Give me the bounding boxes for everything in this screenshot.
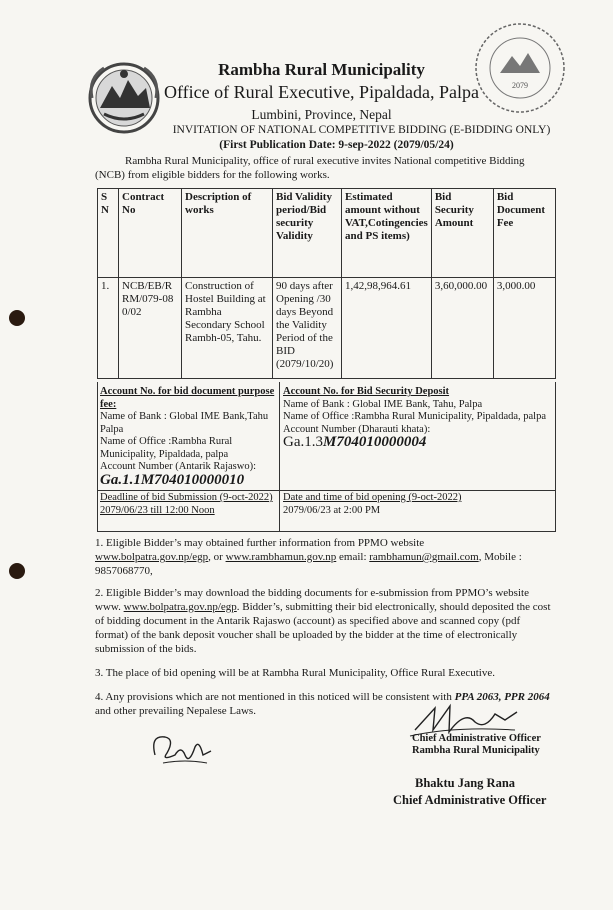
column-header: Description of works (182, 189, 273, 278)
account-label: Account Number (Dharauti khata): (283, 423, 431, 435)
signatory-block (412, 733, 541, 757)
municipality-link[interactable]: www.rambhamun.gov.np (225, 551, 337, 563)
publication-date: (First Publication Date: 9-sep-2022 (2079/05/24) (219, 139, 454, 151)
cell-contract-no: NCB/EB/RRM/079-080/02 (119, 278, 182, 379)
note-2 (95, 586, 555, 656)
account-heading: Account No. for bid document purpose fee: (100, 386, 275, 410)
divider (97, 490, 556, 491)
account-number: Ga.1.1M704010000010 (100, 471, 245, 488)
punch-hole (9, 310, 25, 326)
signatory-title: Chief Administrative Officer (412, 733, 541, 744)
note-text: 4. Any provisions which are not mentioned in this noticed will be consistent with (95, 691, 455, 703)
account-number (283, 436, 553, 449)
note-text: , or (208, 551, 226, 563)
stamp-title: Chief Administrative Officer (393, 793, 547, 807)
column-header: Estimated amount without VAT,Cotingencies and PS items) (342, 189, 432, 278)
signatory-org: Rambha Rural Municipality (412, 745, 540, 756)
name-stamp (393, 775, 546, 809)
column-header: S N (98, 189, 119, 278)
ppmo-link[interactable]: www.bolpatra.gov.np/egp (123, 601, 237, 613)
column-header: Bid Security Amount (431, 189, 493, 278)
office-name: Office of Rural Executive, Pipaldada, Palpa (163, 82, 480, 102)
cell-description: Construction of Hostel Building at Rambha Secondary School Rambh-05, Tahu. (182, 278, 273, 379)
svg-text:2079: 2079 (512, 81, 528, 90)
account-heading: Account No. for Bid Security Deposit (283, 386, 450, 397)
note-text: 2. Eligible Bidder’s may download the bidding documents for e-submission from PPMO’s website www. (95, 587, 529, 613)
office-name-text: Name of Office :Rambha Rural Municipality, Pipaldada, palpa (100, 436, 233, 460)
column-header: Bid Validity period/Bid security Validity (273, 189, 342, 278)
opening-time (283, 492, 553, 517)
note-text: and other prevailing Nepalese Laws. (95, 705, 256, 717)
stamp-name: Bhaktu Jang Rana (415, 776, 516, 790)
account-document-fee (100, 386, 280, 486)
cell-bid-security: 3,60,000.00 (431, 278, 493, 379)
office-name-text: Name of Office :Rambha Rural Municipality, Pipaldada, palpa (283, 411, 547, 422)
note-1 (95, 536, 555, 578)
intro-paragraph: Rambha Rural Municipality, office of rural executive invites National competitive Bidding (NCB) from eligible bidders for the following works. (95, 155, 525, 181)
note-text: 1. Eligible Bidder’s may obtained further information from PPMO website (95, 537, 425, 549)
punch-hole (9, 563, 25, 579)
cell-estimated-amount: 1,42,98,964.61 (342, 278, 432, 379)
bank-name: Name of Bank : Global IME Bank,Tahu Palpa (100, 411, 269, 435)
column-header: Bid Document Fee (493, 189, 555, 278)
column-header: Contract No (119, 189, 182, 278)
submission-deadline: Deadline of bid Submission (9-oct-2022) 2079/06/23 till 12:00 Noon (100, 492, 273, 516)
location: Lumbini, Province, Nepal (251, 107, 392, 122)
table-header-row (98, 189, 556, 278)
account-number-main: M704010000004 (323, 434, 427, 450)
cell-sn: 1. (98, 278, 119, 379)
municipality-title: Rambha Rural Municipality (218, 60, 425, 79)
note-text: . Bidder’s, submitting their bid electronically, should deposited the cost of bidding document in the Antarik Rajaswo (account) as specified above and scanned copy (pdf format) of the bank deposit voucher shall be uploaded by the bidder at the time of electronically submission of the bids. (95, 601, 551, 655)
signature-left (145, 725, 215, 770)
account-prefix: Ga.1.3 (283, 434, 323, 450)
account-security-deposit (283, 386, 553, 449)
opening-label: Date and time of bid opening (9-oct-2022) (283, 492, 462, 503)
cell-document-fee: 3,000.00 (493, 278, 555, 379)
cell-validity: 90 days after Opening /30 days Beyond the Validity Period of the BID (2079/10/20) (273, 278, 342, 379)
email-link[interactable]: rambhamun@gmail.com (369, 551, 479, 563)
bid-table (97, 188, 556, 379)
law-reference: PPA 2063, PPR 2064 (454, 691, 550, 703)
bank-name: Name of Bank : Global IME Bank, Tahu, Palpa (283, 398, 483, 410)
invitation-title: INVITATION OF NATIONAL COMPETITIVE BIDDING (E-BIDDING ONLY) (172, 124, 551, 136)
note-text: email: (336, 551, 370, 563)
ppmo-link[interactable]: www.bolpatra.gov.np/egp (95, 551, 209, 563)
table-row (98, 278, 556, 379)
opening-datetime: 2079/06/23 at 2:00 PM (283, 504, 381, 516)
note-text: , Mobile : 9857068770, (95, 551, 522, 577)
note-3: 3. The place of bid opening will be at Rambha Rural Municipality, Office Rural Executive. (95, 667, 495, 679)
account-label: Account Number (Antarik Rajaswo): (100, 461, 256, 472)
